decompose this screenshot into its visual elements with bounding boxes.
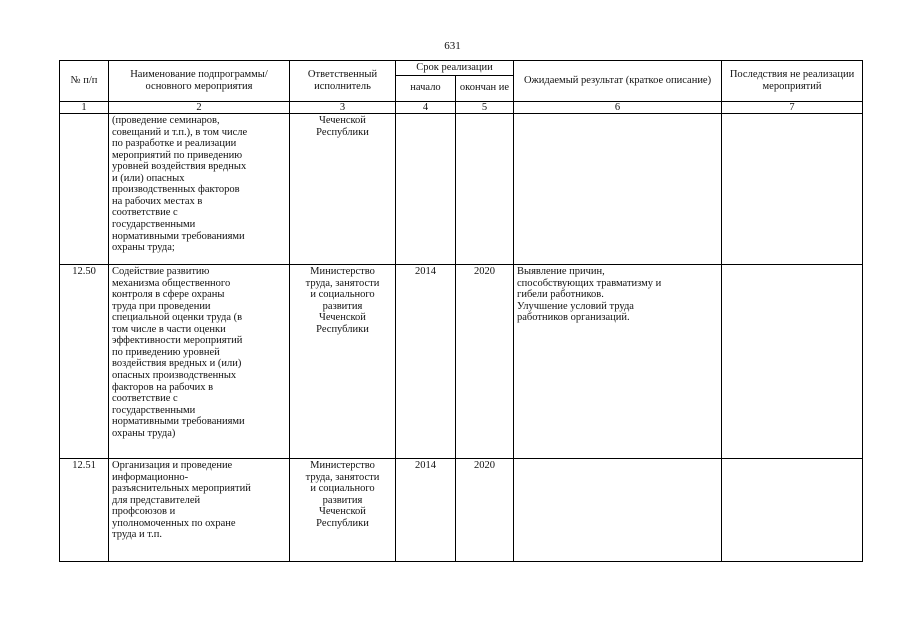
header-num: № п/п bbox=[60, 61, 109, 102]
row-executor: Чеченской Республики bbox=[290, 114, 396, 265]
row-result: Выявление причин, способствующих травматизму и гибели работников. Улучшение условий труда работников организаций. bbox=[514, 265, 722, 459]
column-number: 6 bbox=[514, 101, 722, 114]
page-number: 631 bbox=[444, 40, 461, 52]
row-start: 2014 bbox=[396, 459, 456, 562]
row-start bbox=[396, 114, 456, 265]
header-start: начало bbox=[396, 75, 456, 101]
column-number: 2 bbox=[109, 101, 290, 114]
row-num: 12.51 bbox=[60, 459, 109, 562]
table-row bbox=[60, 114, 863, 265]
header-name: Наименование подпрограммы/ основного мероприятия bbox=[109, 61, 290, 102]
row-consequences bbox=[722, 114, 863, 265]
row-consequences bbox=[722, 459, 863, 562]
header-result: Ожидаемый результат (краткое описание) bbox=[514, 61, 722, 102]
row-name: Содействие развитию механизма общественного контроля в сфере охраны труда при проведении специальной оценки труда (в том числе в части оценки эффективности мероприятий по приведению уровней воздействия вредных и (или) опасных производственных факторов на рабочих в соответствие с государственными нормативными требованиями охраны труда) bbox=[109, 265, 290, 459]
column-number: 1 bbox=[60, 101, 109, 114]
header-consequences: Последствия не реализации мероприятий bbox=[722, 61, 863, 102]
program-table bbox=[59, 60, 863, 562]
row-end bbox=[456, 114, 514, 265]
column-number: 3 bbox=[290, 101, 396, 114]
row-num: 12.50 bbox=[60, 265, 109, 459]
row-num bbox=[60, 114, 109, 265]
column-number-row bbox=[60, 101, 863, 114]
row-consequences bbox=[722, 265, 863, 459]
row-executor: Министерство труда, занятости и социального развития Чеченской Республики bbox=[290, 459, 396, 562]
row-name: Организация и проведение информационно- разъяснительных мероприятий для представителей профсоюзов и уполномоченных по охране труда и т.п. bbox=[109, 459, 290, 562]
header-end: окончан ие bbox=[456, 75, 514, 101]
header-executor: Ответственный исполнитель bbox=[290, 61, 396, 102]
row-end: 2020 bbox=[456, 459, 514, 562]
row-result bbox=[514, 114, 722, 265]
row-start: 2014 bbox=[396, 265, 456, 459]
row-end: 2020 bbox=[456, 265, 514, 459]
row-name: (проведение семинаров, совещаний и т.п.), в том числе по разработке и реализации мероприятий по приведению уровней воздействия вредных и (или) опасных производственных факторов на рабочих местах в соответствие с государственными нормативными требованиями охраны труда; bbox=[109, 114, 290, 265]
row-executor: Министерство труда, занятости и социального развития Чеченской Республики bbox=[290, 265, 396, 459]
table-row bbox=[60, 459, 863, 562]
table-row bbox=[60, 265, 863, 459]
column-number: 7 bbox=[722, 101, 863, 114]
column-number: 5 bbox=[456, 101, 514, 114]
row-result bbox=[514, 459, 722, 562]
column-number: 4 bbox=[396, 101, 456, 114]
header-period: Срок реализации bbox=[396, 61, 514, 76]
